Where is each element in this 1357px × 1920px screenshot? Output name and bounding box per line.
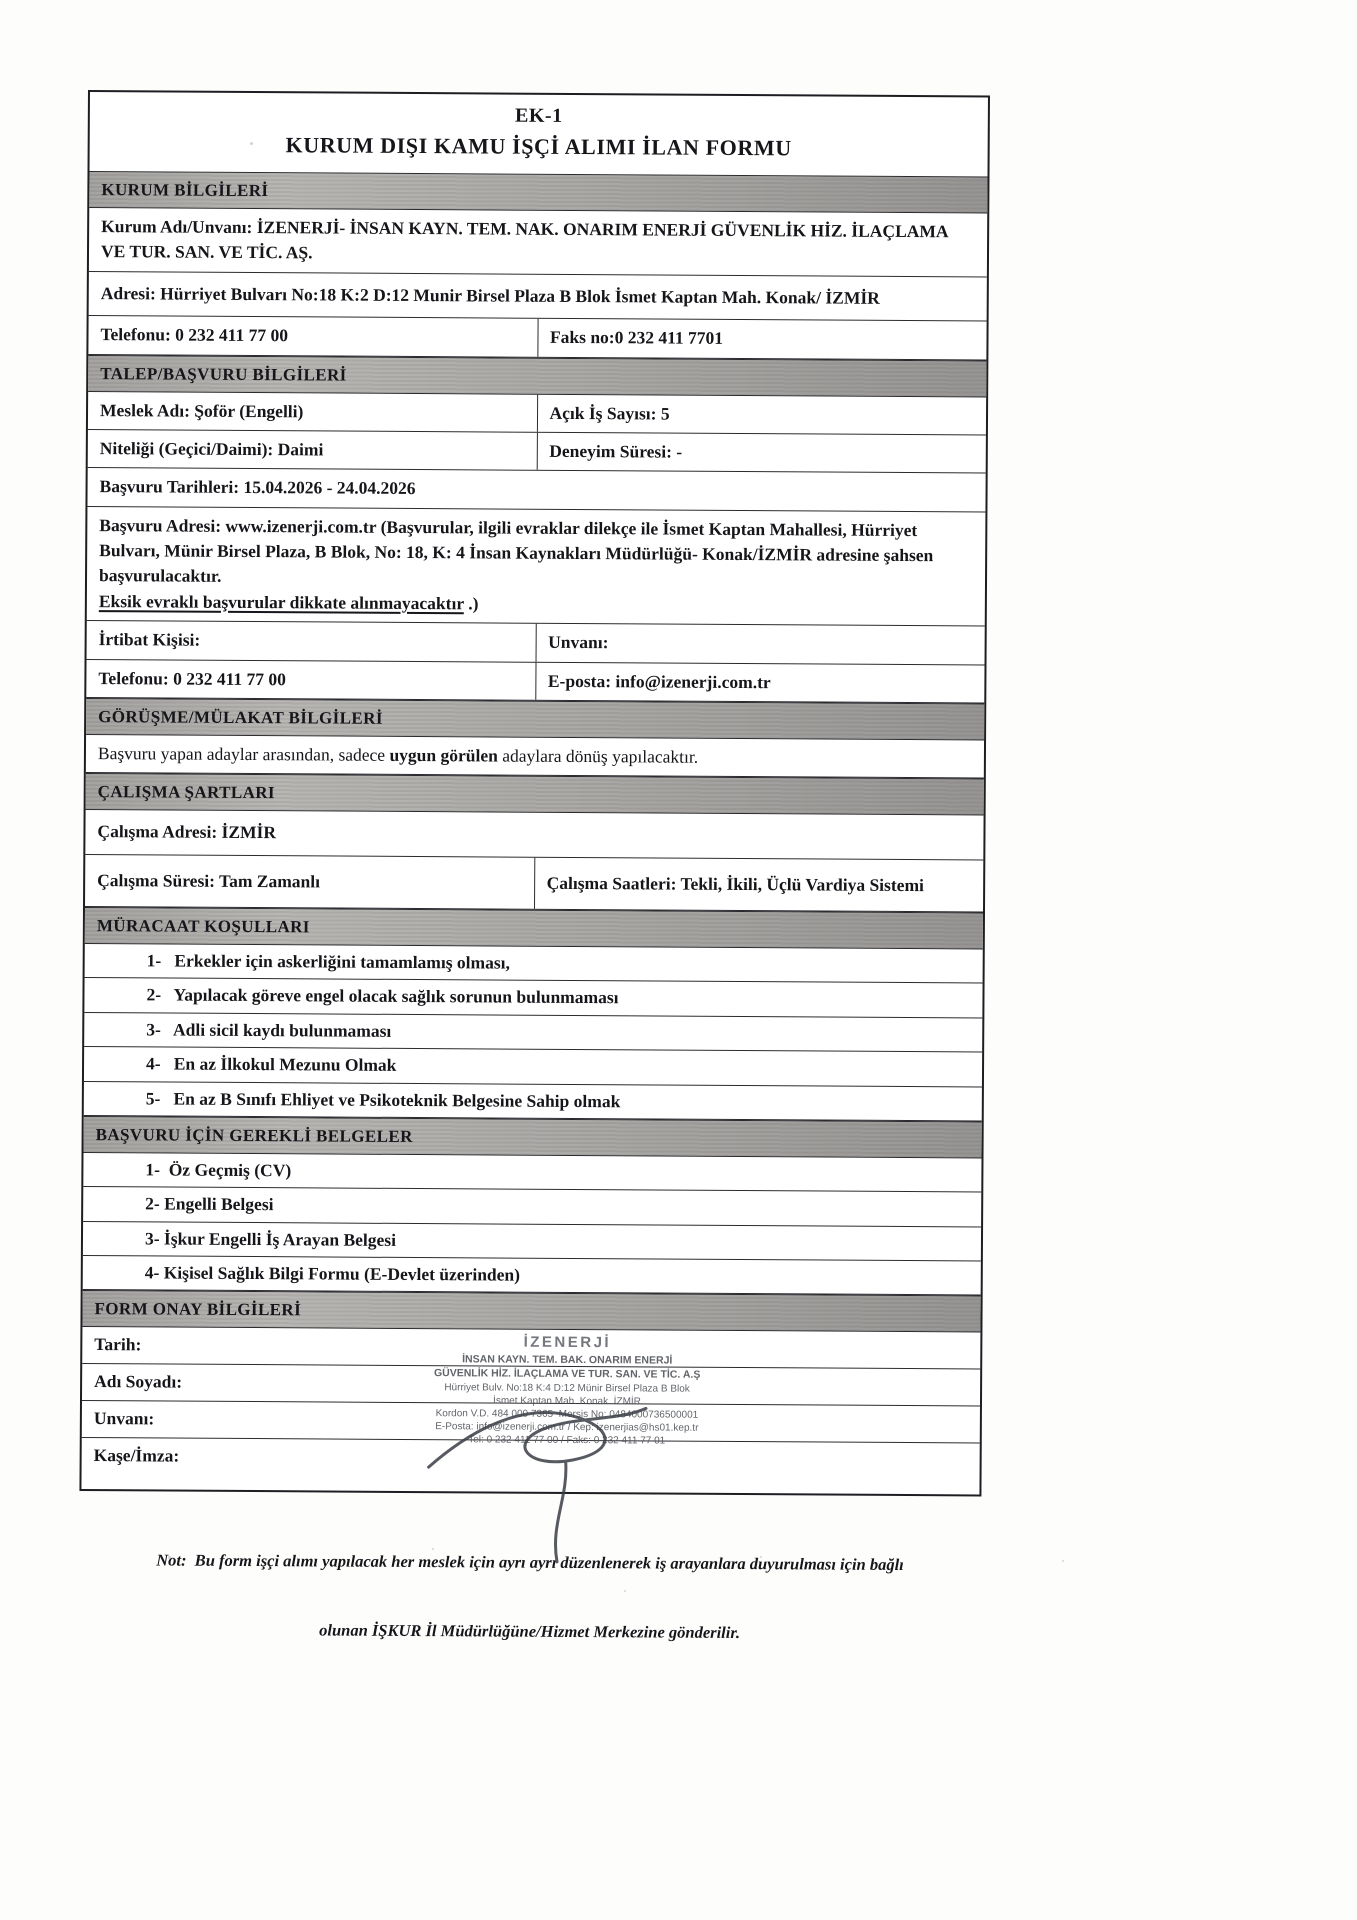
field-calisma-saatleri: Çalışma Saatleri: Tekli, İkili, Üçlü Vardiya Sistemi [534, 857, 984, 911]
stamp-line-6: Kordon V.D. 484 000 7365 Mersis No: 0484000736500001 [435, 1407, 699, 1421]
field-niteligi: Niteliği (Geçici/Daimi): Daimi [99, 437, 324, 460]
field-meslek-adi: Meslek Adı: Şoför (Engelli) [99, 399, 304, 421]
stamp-line-2: İNSAN KAYN. TEM. BAK. ONARIM ENERJİ [462, 1353, 673, 1367]
field-calisma-suresi: Çalışma Süresi: Tam Zamanlı [97, 869, 321, 892]
field-basvuru-adresi [87, 507, 986, 627]
basvuru-adresi-warning-line [99, 589, 973, 620]
section-header-gorusme-mulakat: GÖRÜŞME/MÜLAKAT BİLGİLERİ [86, 698, 984, 740]
row-meslek-acikis [88, 392, 986, 436]
mulakat-text-bold: uygun görülen [389, 744, 498, 766]
belge-item-2: 2- Engelli Belgesi [83, 1187, 981, 1227]
footer-note [78, 1501, 981, 1691]
scan-noise-speck [432, 1548, 434, 1550]
field-telefonu: Telefonu: 0 232 411 77 00 [100, 324, 289, 346]
field-calisma-adresi: Çalışma Adresi: İZMİR [85, 810, 983, 860]
stamp-line-5: İsmet Kaptan Mah. Konak İZMİR [493, 1395, 641, 1408]
section-header-form-onay: FORM ONAY BİLGİLERİ [82, 1290, 980, 1332]
row-niteligi-deneyim [88, 430, 986, 474]
scan-noise-speck [760, 1556, 762, 1558]
basvuru-adresi-suffix: .) [463, 593, 479, 614]
section-header-talep-basvuru: TALEP/BAŞVURU BİLGİLERİ [88, 355, 986, 397]
stamp-line-4: Hürriyet Bulv. No:18 K:4 D:12 Münir Birsel Plaza B Blok [444, 1381, 690, 1395]
row-calisma-suresi-saatleri [85, 855, 983, 913]
form-title: KURUM DIŞI KAMU İŞÇİ ALIMI İLAN FORMU [285, 132, 792, 161]
section-header-calisma-sartlari: ÇALIŞMA ŞARTLARI [86, 773, 984, 815]
field-kurum-adi: Kurum Adı/Unvanı: İZENERJİ- İNSAN KAYN. TEM. NAK. ONARIM ENERJİ GÜVENLİK HİZ. İLAÇLAMA VE TUR. SAN. VE TİC. AŞ. [89, 208, 987, 277]
mulakat-text-prefix: Başvuru yapan adaylar arasından, sadece [97, 742, 390, 765]
scan-noise-speck [250, 142, 253, 145]
row-telefon-faks [88, 316, 986, 360]
scanned-form-paper [78, 90, 990, 1692]
row-telefon-eposta [86, 660, 984, 704]
ek1-form [79, 90, 990, 1497]
belge-item-3: 3- İşkur Engelli İş Arayan Belgesi [83, 1222, 981, 1262]
muracaat-item-3: 3- Adli sicil kaydı bulunmaması [84, 1013, 982, 1053]
stamp-line-3: GÜVENLİK HİZ. İLAÇLAMA VE TUR. SAN. VE TİC. A.Ş [433, 1367, 701, 1381]
mulakat-text-suffix: adaylara dönüş yapılacaktır. [497, 745, 699, 767]
field-adresi: Adresi: Hürriyet Bulvarı No:18 K:2 D:12 Munir Birsel Plaza B Blok İsmet Kaptan Mah. Konak/ İZMİR [89, 272, 987, 322]
basvuru-adresi-underline: Eksik evraklı başvurular dikkate alınmayacaktır [98, 590, 464, 614]
scan-noise-speck [624, 1590, 626, 1592]
form-code: EK-1 [515, 104, 563, 127]
belge-item-1: 1- Öz Geçmiş (CV) [83, 1153, 981, 1193]
footer-note-line-2: olunan İŞKUR İl Müdürlüğüne/Hizmet Merkezine gönderilir. [319, 1620, 741, 1642]
field-faks: Faks no:0 232 411 7701 [537, 319, 987, 359]
field-adi-soyadi: Adı Soyadı: [82, 1364, 980, 1406]
field-eposta: E-posta: info@izenerji.com.tr [535, 662, 985, 702]
field-mulakat-bilgisi [86, 735, 984, 779]
muracaat-item-2: 2- Yapılacak göreve engel olacak sağlık sorunun bulunmaması [84, 978, 982, 1018]
field-deneyim-suresi: Deneyim Süresi: - [536, 433, 986, 473]
stamp-line-7: E-Posta: info@izenerji.com.tr / Kep: izenerjias@hs01.kep.tr [435, 1420, 699, 1434]
field-onay-unvani: Unvanı: [82, 1401, 980, 1443]
muracaat-item-1: 1- Erkekler için askerliğini tamamlamış olması, [85, 944, 983, 984]
section-header-gerekli-belgeler: BAŞVURU İÇİN GEREKLİ BELGELER [84, 1116, 982, 1158]
scan-noise-speck [168, 1556, 171, 1559]
field-irtibat-kisisi: İrtibat Kişisi: [98, 629, 201, 650]
field-irtibat-telefonu: Telefonu: 0 232 411 77 00 [98, 667, 286, 689]
row-irtibat-unvan [87, 621, 985, 665]
basvuru-adresi-bold: (Başvurular, ilgili evraklar dilekçe ile İsmet Kaptan Mahallesi, Hürriyet Bulvarı, Münir Birsel Plaza, B Blok, No: 18, K: 4 İnsan Kaynakları Müdürlüğü- Konak/İZMİR adresine şahsen başvurulacaktır. [98, 516, 934, 587]
stamp-line-8: Tel: 0 232 411 77 00 / Faks: 0 232 411 77 01 [468, 1434, 666, 1447]
muracaat-item-4: 4- En az İlkokul Mezunu Olmak [84, 1047, 982, 1087]
footer-note-line-1: Not: Bu form işçi alımı yapılacak her meslek için ayrı ayrı düzenlenerek iş arayanlara duyurulması için bağlı [156, 1550, 904, 1574]
stamp-logo-text: İZENERJİ [523, 1334, 612, 1352]
field-basvuru-tarihleri: Başvuru Tarihleri: 15.04.2026 - 24.04.2026 [87, 468, 985, 512]
field-irtibat-unvani: Unvanı: [535, 624, 985, 664]
field-tarih: Tarih: [82, 1327, 980, 1369]
belge-item-4: 4- Kişisel Sağlık Bilgi Formu (E-Devlet üzerinden) [83, 1256, 981, 1296]
section-header-muracaat-kosullari: MÜRACAAT KOŞULLARI [85, 907, 983, 949]
field-acik-is-sayisi: Açık İş Sayısı: 5 [536, 394, 986, 434]
form-title-block [90, 92, 988, 176]
section-header-kurum-bilgileri: KURUM BİLGİLERİ [89, 171, 987, 213]
muracaat-item-5: 5- En az B Sınıfı Ehliyet ve Psikoteknik Belgesine Sahip olmak [84, 1081, 982, 1121]
scan-noise-speck [1062, 1560, 1064, 1562]
field-kase-imza: Kaşe/İmza: [93, 1445, 180, 1466]
basvuru-adresi-paragraph [99, 513, 973, 594]
form-onay-section [81, 1327, 980, 1494]
basvuru-adresi-prefix: Başvuru Adresi: www.izenerji.com.tr [99, 514, 381, 537]
